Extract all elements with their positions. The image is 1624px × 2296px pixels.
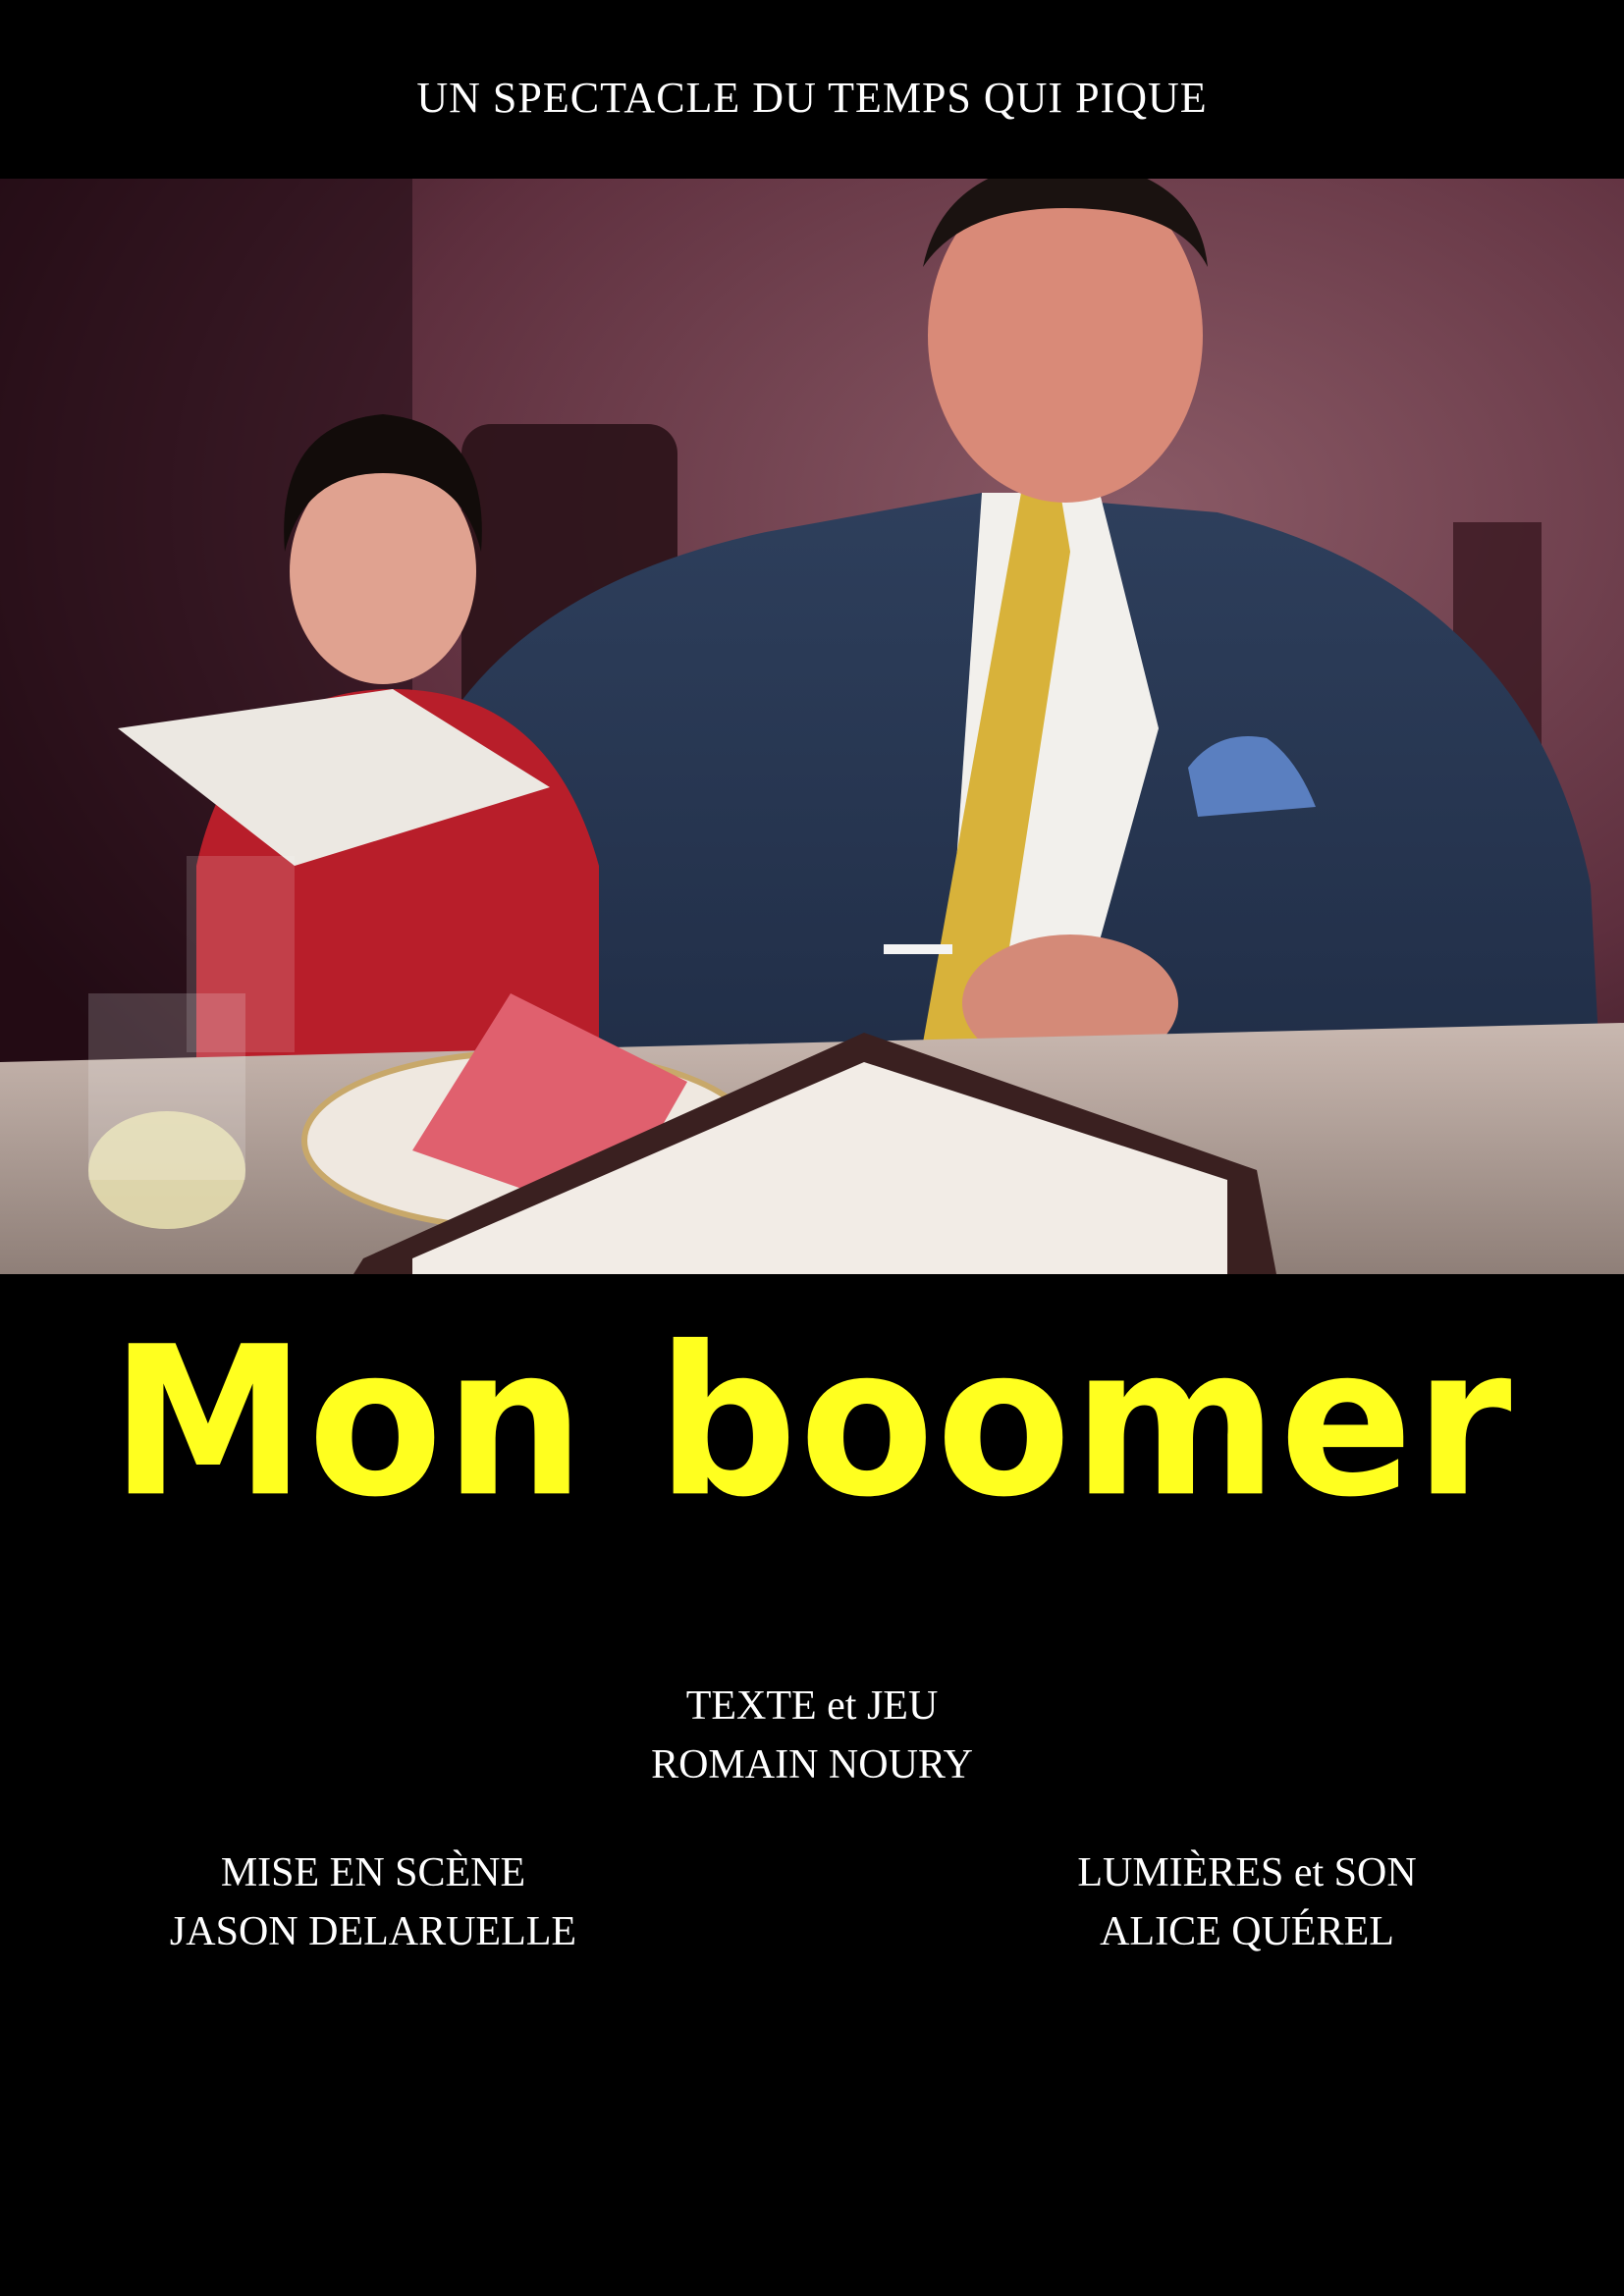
- credit-role: LUMIÈRES et SON: [1077, 1850, 1417, 1896]
- credit-role: TEXTE et JEU: [685, 1683, 939, 1729]
- top-banner: [0, 0, 1624, 179]
- presenter-line: UN SPECTACLE DU TEMPS QUI PIQUE: [416, 74, 1208, 122]
- credit-name: ROMAIN NOURY: [651, 1742, 973, 1788]
- credit-name: ALICE QUÉREL: [1100, 1909, 1394, 1954]
- credit-name: JASON DELARUELLE: [169, 1909, 577, 1954]
- credit-role: MISE EN SCÈNE: [220, 1850, 526, 1896]
- credit-text-and-acting: [517, 1677, 1107, 1794]
- man-face: [928, 179, 1203, 503]
- credit-direction: [88, 1843, 658, 1961]
- show-title: Mon boomer: [110, 1303, 1514, 1543]
- credit-lights-and-sound: [982, 1843, 1512, 1961]
- poster-photo: [0, 179, 1624, 1274]
